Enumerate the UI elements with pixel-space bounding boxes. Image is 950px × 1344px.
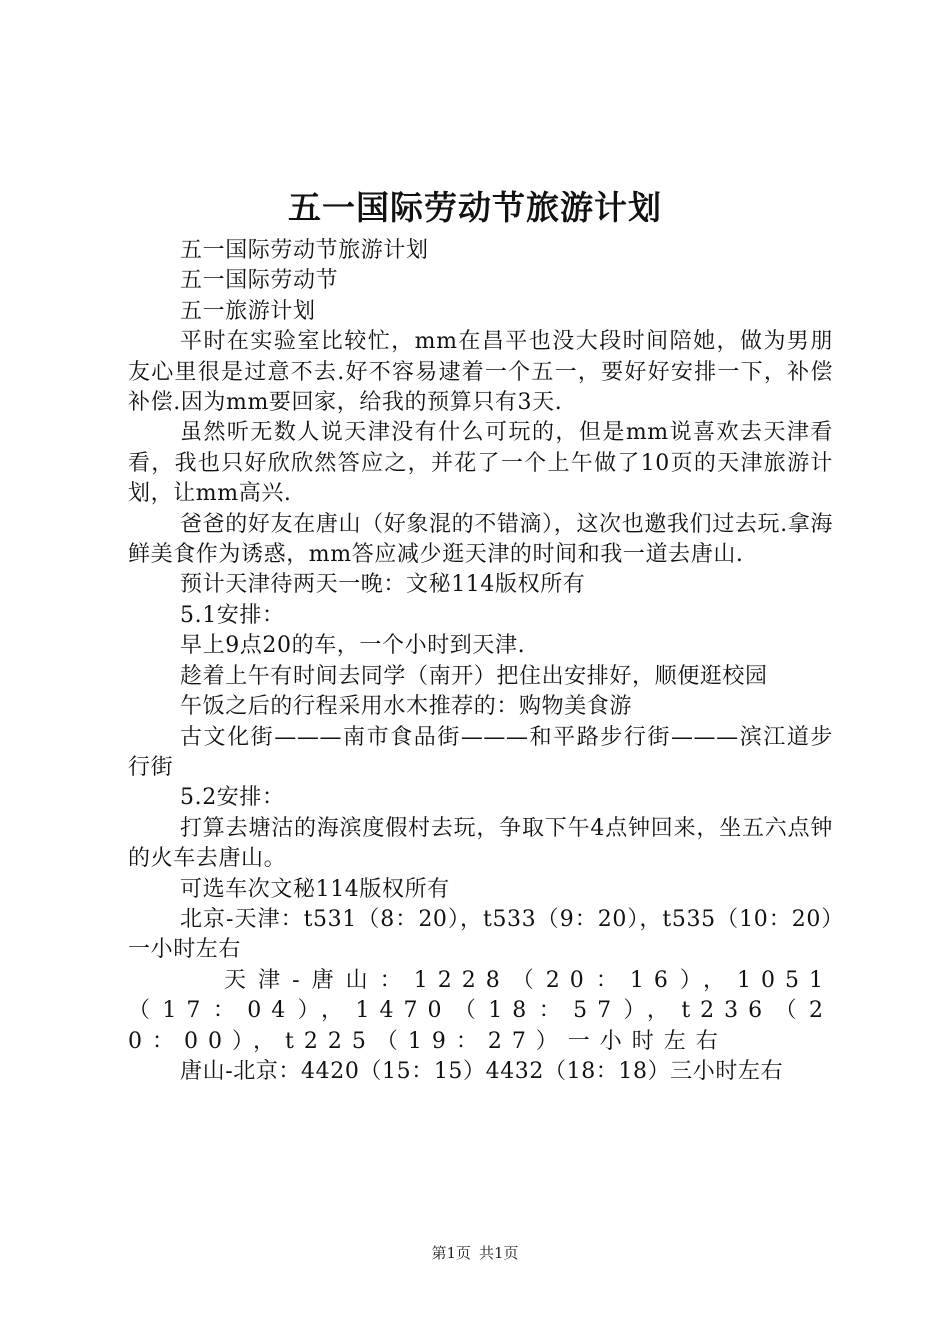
paragraph: 虽然听无数人说天津没有什么可玩的，但是mm说喜欢去天津看看，我也只好欣欣然答应之，并花了一个上午做了10页的天津旅游计划，让mm高兴. <box>128 420 833 507</box>
paragraph: 爸爸的好友在唐山（好象混的不错滴），这次也邀我们过去玩.拿海鲜美食作为诱惑，mm答应减少逛天津的时间和我一道去唐山. <box>128 511 833 568</box>
paragraph: 古文化街———南市食品街———和平路步行街———滨江道步行街 <box>128 724 833 780</box>
paragraph: 趁着上午有时间去同学（南开）把住出安排好，顺便逛校园 <box>180 663 768 689</box>
page-footer <box>0 1243 950 1263</box>
document-body <box>128 236 833 1087</box>
paragraph: 早上9点20的车，一个小时到天津. <box>180 633 526 659</box>
paragraph: 5.1安排： <box>180 602 285 628</box>
paragraph: 五一国际劳动节 <box>180 268 339 294</box>
paragraph: 五一旅游计划 <box>180 298 316 324</box>
paragraph: 5.2安排： <box>180 785 285 811</box>
paragraph: 预计天津待两天一晚：文秘114版权所有 <box>180 572 586 598</box>
paragraph: 午饭之后的行程采用水木推荐的：购物美食游 <box>180 694 633 720</box>
paragraph: 打算去塘沽的海滨度假村去玩，争取下午4点钟回来，坐五六点钟的火车去唐山。 <box>128 815 833 872</box>
page-total: 共1页 <box>479 1244 519 1262</box>
paragraph: 北京-天津：t531（8：20），t533（9：20），t535（10：20）一小时左右 <box>128 906 833 963</box>
paragraph: 五一国际劳动节旅游计划 <box>180 238 429 263</box>
paragraph: 唐山-北京：4420（15：15）4432（18：18）三小时左右 <box>180 1058 784 1084</box>
document-title: 五一国际劳动节旅游计划 <box>288 188 662 227</box>
page-number: 第1页 <box>431 1244 471 1262</box>
paragraph: 天津-唐山：1228（20：16），1051（17：04），1470（18：57），t236（20：00），t225（19：27）一小时左右 <box>128 967 833 1054</box>
paragraph: 可选车次文秘114版权所有 <box>180 876 450 902</box>
paragraph: 平时在实验室比较忙，mm在昌平也没大段时间陪她，做为男朋友心里很是过意不去.好不容易逮着一个五一，要好好安排一下，补偿补偿.因为mm要回家，给我的预算只有3天. <box>128 329 833 416</box>
